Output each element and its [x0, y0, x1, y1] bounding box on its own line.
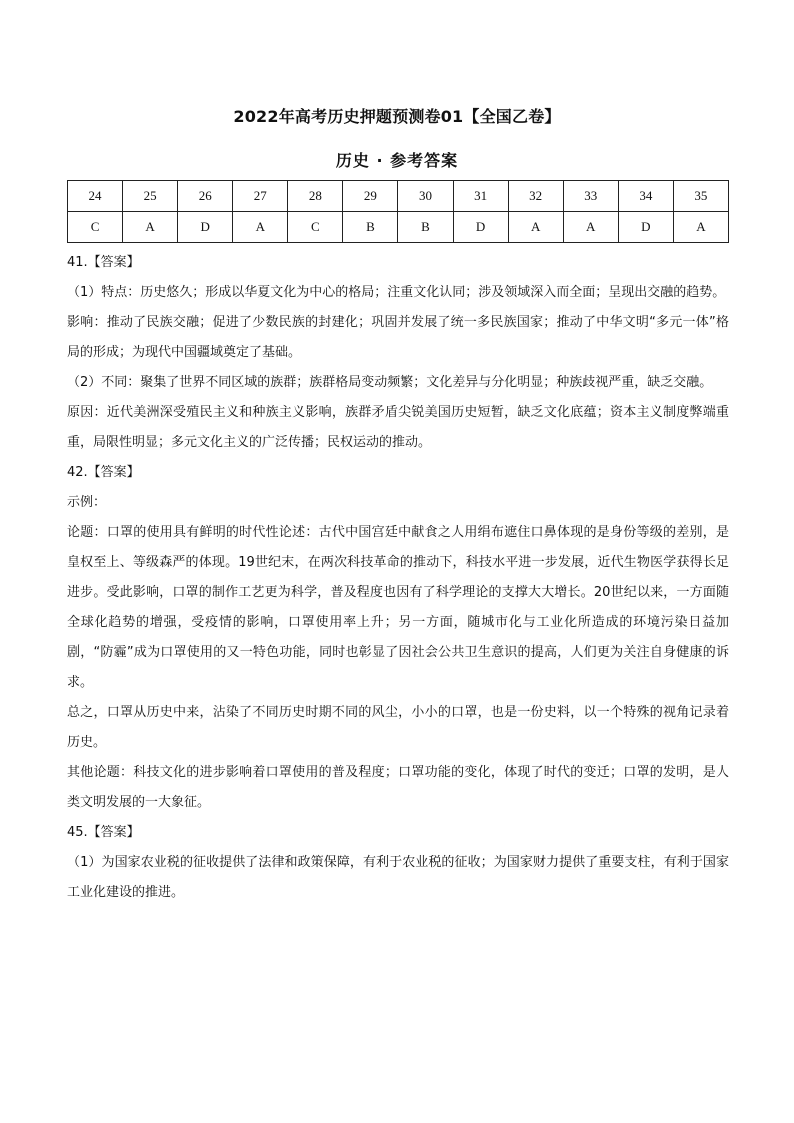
section-heading: 45.【答案】 [67, 825, 140, 840]
answer-letter: A [233, 212, 288, 243]
question-number: 31 [453, 181, 508, 212]
question-number: 32 [508, 181, 563, 212]
question-number: 25 [123, 181, 178, 212]
answer-letter: A [123, 212, 178, 243]
question-number-row [68, 181, 729, 212]
answer-paragraph: （1）为国家农业税的征收提供了法律和政策保障，有利于农业税的征收；为国家财力提供了重要支柱，有利于国家工业化建设的推进。 [67, 855, 729, 900]
answer-paragraph: 其他论题：科技文化的进步影响着口罩使用的普及程度；口罩功能的变化，体现了时代的变迁；口罩的发明，是人类文明发展的一大象征。 [67, 765, 729, 810]
document-subtitle: 历史 · 参考答案 [335, 151, 459, 170]
answer-letter: D [618, 212, 673, 243]
answer-letter: A [673, 212, 728, 243]
answer-paragraph: 总之，口罩从历史中来，沾染了不同历史时期不同的风尘，小小的口罩，也是一份史料，以一个特殊的视角记录着历史。 [67, 705, 729, 750]
answer-paragraph: 影响：推动了民族交融；促进了少数民族的封建化；巩固并发展了统一多民族国家；推动了中华文明“多元一体”格局的形成；为现代中国疆域奠定了基础。 [67, 315, 729, 360]
answer-row [68, 212, 729, 243]
answer-letter: D [178, 212, 233, 243]
question-number: 33 [563, 181, 618, 212]
question-number: 24 [68, 181, 123, 212]
question-number: 34 [618, 181, 673, 212]
answer-letter: A [563, 212, 618, 243]
answer-letter: C [68, 212, 123, 243]
answer-paragraph: 原因：近代美洲深受殖民主义和种族主义影响，族群矛盾尖锐美国历史短暂，缺乏文化底蕴；资本主义制度弊端重重，局限性明显；多元文化主义的广泛传播；民权运动的推动。 [67, 405, 729, 450]
question-number: 26 [178, 181, 233, 212]
section-heading: 42.【答案】 [67, 465, 140, 480]
answer-paragraph: （1）特点：历史悠久；形成以华夏文化为中心的格局；注重文化认同；涉及领域深入而全面；呈现出交融的趋势。 [67, 285, 726, 300]
answer-letter: C [288, 212, 343, 243]
answer-paragraph: 示例： [67, 495, 107, 510]
answer-letter: B [398, 212, 453, 243]
document-title: 2022年高考历史押题预测卷01【全国乙卷】 [233, 107, 561, 126]
answer-letter: B [343, 212, 398, 243]
question-number: 35 [673, 181, 728, 212]
answer-letter: D [453, 212, 508, 243]
question-number: 28 [288, 181, 343, 212]
section-heading: 41.【答案】 [67, 255, 140, 270]
question-number: 27 [233, 181, 288, 212]
answer-paragraph: 论题：口罩的使用具有鲜明的时代性论述：古代中国宫廷中献食之人用绢布遮住口鼻体现的是身份等级的差别，是皇权至上、等级森严的体现。19世纪末，在两次科技革命的推动下，科技水平进一步发展，近代生物医学获得长足进步。受此影响，口罩的制作工艺更为科学，普及程度也因有了科学理论的支撑大大增长。20世纪以来，一方面随全球化趋势的增强，受疫情的影响，口罩使用率上升；另一方面，随城市化与工业化所造成的环境污染日益加剧，“防霾”成为口罩使用的又一特色功能，同时也彰显了因社会公共卫生意识的提高，人们更为关注自身健康的诉求。 [67, 525, 729, 690]
question-number: 30 [398, 181, 453, 212]
answer-paragraph: （2）不同：聚集了世界不同区域的族群；族群格局变动频繁；文化差异与分化明显；种族歧视严重，缺乏交融。 [67, 375, 713, 390]
answer-content [67, 248, 729, 908]
answer-table [67, 180, 729, 243]
answer-letter: A [508, 212, 563, 243]
question-number: 29 [343, 181, 398, 212]
